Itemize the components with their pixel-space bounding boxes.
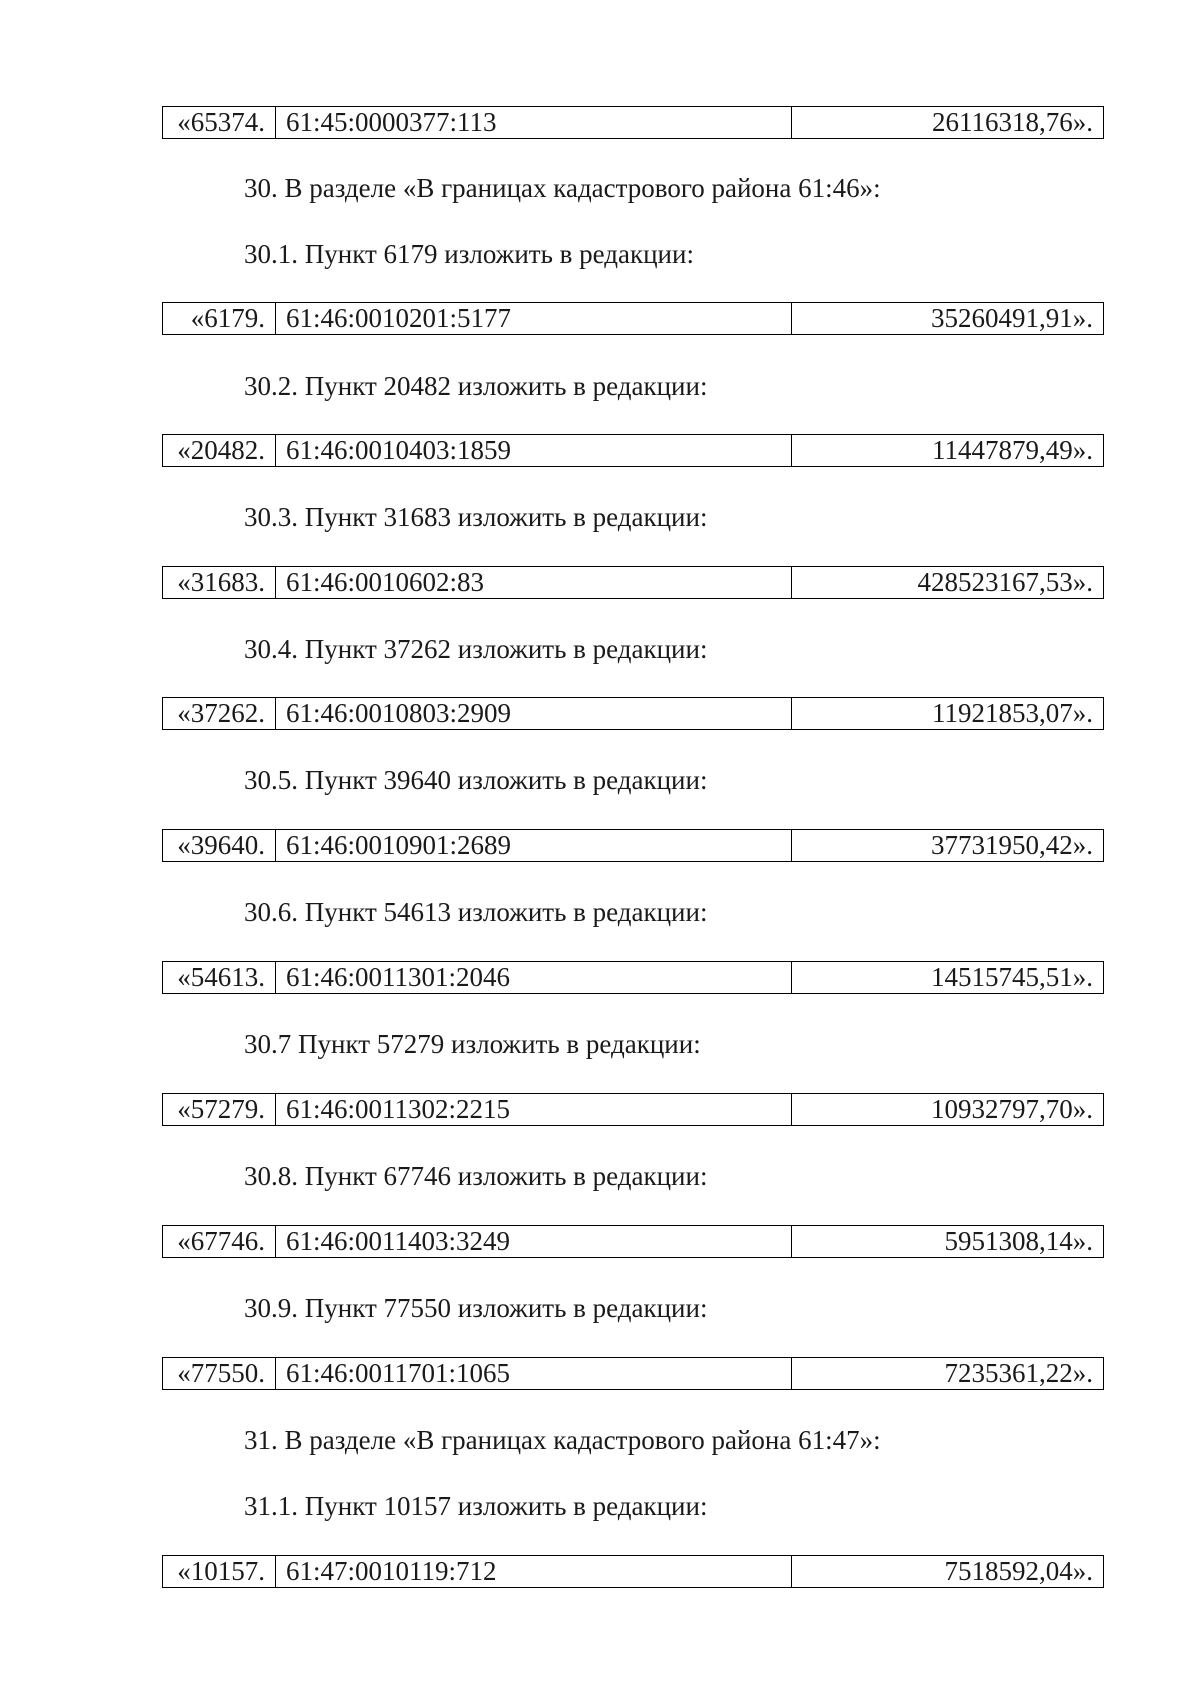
section-heading: 31. В разделе «В границах кадастрового района 61:47»: [244, 1425, 881, 1455]
table-row [162, 1093, 1104, 1126]
table-row [162, 106, 1104, 139]
item-number: «37262. [177, 698, 265, 728]
paragraph: 31.1. Пункт 10157 изложить в редакции: [244, 1491, 708, 1521]
item-number: «6179. [190, 303, 265, 333]
table-row [162, 302, 1104, 335]
table-row [162, 1357, 1104, 1390]
cadastral-value: 26116318,76». [791, 107, 1103, 138]
table-row [162, 697, 1104, 730]
cadastral-number: 61:46:0010201:5177 [275, 303, 791, 334]
item-number: «39640. [177, 830, 265, 860]
paragraph: 30.4. Пункт 37262 изложить в редакции: [244, 634, 708, 664]
cadastral-value: 7518592,04». [791, 1556, 1103, 1587]
cadastral-number: 61:46:0011701:1065 [275, 1358, 791, 1389]
paragraph: 30.2. Пункт 20482 изложить в редакции: [244, 371, 708, 401]
cadastral-number: 61:46:0010803:2909 [275, 698, 791, 729]
cadastral-number: 61:46:0011301:2046 [275, 962, 791, 993]
cadastral-number: 61:46:0010403:1859 [275, 435, 791, 466]
item-number: «65374. [177, 107, 265, 137]
item-number: «77550. [177, 1358, 265, 1388]
cadastral-number: 61:46:0010602:83 [275, 567, 791, 598]
paragraph: 30.9. Пункт 77550 изложить в редакции: [244, 1293, 708, 1323]
cadastral-number: 61:46:0011302:2215 [275, 1094, 791, 1125]
table-row [162, 961, 1104, 994]
cadastral-value: 11447879,49». [791, 435, 1103, 466]
item-number: «20482. [177, 435, 265, 465]
cadastral-value: 14515745,51». [791, 962, 1103, 993]
paragraph: 30.1. Пункт 6179 изложить в редакции: [244, 239, 694, 269]
table-row [162, 1555, 1104, 1588]
paragraph: 30.5. Пункт 39640 изложить в редакции: [244, 765, 708, 795]
table-row [162, 1225, 1104, 1258]
cadastral-value: 37731950,42». [791, 830, 1103, 861]
item-number: «10157. [177, 1556, 265, 1586]
cadastral-number: 61:46:0011403:3249 [275, 1226, 791, 1257]
paragraph: 30.8. Пункт 67746 изложить в редакции: [244, 1161, 708, 1191]
cadastral-value: 7235361,22». [791, 1358, 1103, 1389]
table-row [162, 829, 1104, 862]
item-number: «67746. [177, 1226, 265, 1256]
table-row [162, 434, 1104, 467]
cadastral-value: 11921853,07». [791, 698, 1103, 729]
table-row [162, 566, 1104, 599]
item-number: «57279. [177, 1094, 265, 1124]
cadastral-number: 61:45:0000377:113 [275, 107, 791, 138]
cadastral-value: 10932797,70». [791, 1094, 1103, 1125]
cadastral-value: 35260491,91». [791, 303, 1103, 334]
cadastral-number: 61:47:0010119:712 [275, 1556, 791, 1587]
section-heading: 30. В разделе «В границах кадастрового района 61:46»: [244, 173, 881, 203]
item-number: «54613. [177, 962, 265, 992]
item-number: «31683. [177, 567, 265, 597]
cadastral-value: 5951308,14». [791, 1226, 1103, 1257]
paragraph: 30.6. Пункт 54613 изложить в редакции: [244, 897, 708, 927]
cadastral-number: 61:46:0010901:2689 [275, 830, 791, 861]
cadastral-value: 428523167,53». [791, 567, 1103, 598]
paragraph: 30.3. Пункт 31683 изложить в редакции: [244, 502, 708, 532]
paragraph: 30.7 Пункт 57279 изложить в редакции: [244, 1029, 701, 1059]
